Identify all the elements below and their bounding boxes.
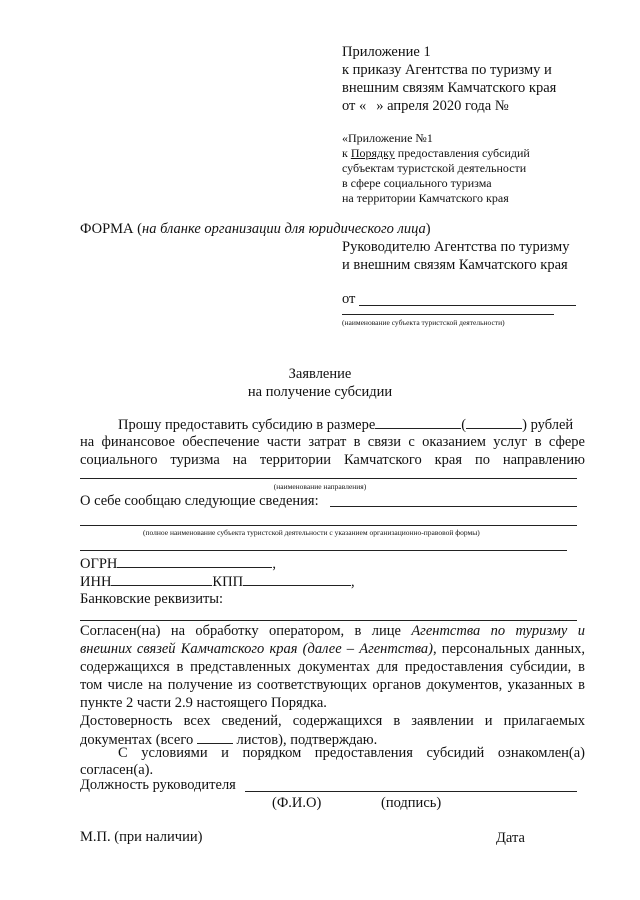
document-title: Заявление	[288, 366, 352, 382]
kpp-label: КПП	[212, 574, 244, 590]
reliability-text-a: документах (всего	[80, 732, 194, 748]
sub-appendix-prefix: к	[342, 146, 351, 160]
consent-line-2	[80, 640, 585, 658]
request-line-3: социального туризма на территории Камчатского края по направлению	[80, 452, 585, 468]
fullname-field[interactable]	[80, 525, 577, 526]
position-field[interactable]	[245, 791, 577, 792]
consent-text-1: Согласен(на) на обработку оператором, в лице	[80, 623, 412, 639]
addressee-line-2: и внешним связям Камчатского края	[342, 257, 568, 273]
inn-kpp-line	[80, 572, 355, 591]
consent-text-2: , персональных данных,	[433, 641, 585, 657]
paren-open: (	[461, 417, 467, 433]
sub-appendix-suffix: предоставления субсидий	[394, 146, 530, 160]
sheet-count-field[interactable]	[197, 730, 233, 744]
reliability-text-b: листов), подтверждаю.	[236, 732, 378, 748]
inn-field[interactable]	[111, 572, 212, 586]
about-field[interactable]	[330, 506, 577, 507]
consent-line-1	[80, 622, 585, 640]
fullname-field-2[interactable]	[80, 550, 567, 551]
inn-label: ИНН	[80, 574, 112, 590]
ogrn-field[interactable]	[117, 554, 272, 568]
form-label-text: ФОРМА (	[80, 221, 142, 237]
request-text: Прошу предоставить субсидию в размере	[118, 417, 376, 433]
sub-appendix-line-5: на территории Камчатского края	[342, 191, 509, 205]
sub-appendix-line-4: в сфере социального туризма	[342, 176, 492, 190]
paren-close: ) рублей	[522, 417, 574, 433]
ogrn-label: ОГРН	[80, 556, 118, 572]
appendix-date-suffix: » апреля 2020 года №	[376, 98, 509, 114]
request-line-2: на финансовое обеспечение части затрат в связи с оказанием услуг в сфере	[80, 434, 585, 450]
form-label	[80, 220, 431, 238]
direction-field[interactable]	[80, 478, 577, 479]
consent-agency-2: внешних связей Камчатского края (далее – Агентства)	[80, 641, 434, 657]
amount-words-field[interactable]	[466, 415, 522, 429]
addressee-from-label: от	[342, 291, 356, 307]
appendix-line-2: к приказу Агентства по туризму и	[342, 62, 552, 78]
procedure-link[interactable]: Порядку	[350, 146, 395, 160]
stamp-label: М.П. (при наличии)	[80, 829, 203, 845]
sub-appendix-line-1: «Приложение №1	[342, 131, 433, 145]
conditions-line-1: С условиями и порядком предоставления субсидий ознакомлен(а)	[118, 745, 585, 761]
about-label: О себе сообщаю следующие сведения:	[80, 493, 319, 509]
bank-field[interactable]	[80, 620, 577, 621]
ogrn-line	[80, 554, 276, 573]
fullname-hint: (полное наименование субъекта туристской деятельности с указанием организационно-правовой формы)	[143, 528, 480, 537]
appendix-date-line	[342, 97, 509, 115]
addressee-line-1: Руководителю Агентства по туризму	[342, 239, 570, 255]
consent-line-5: пункте 2 части 2.9 настоящего Порядка.	[80, 695, 327, 711]
form-label-close: )	[425, 221, 431, 237]
form-note: на бланке организации для юридического лица	[142, 221, 426, 237]
date-label: Дата	[496, 830, 525, 846]
appendix-line-3: внешним связям Камчатского края	[342, 80, 557, 96]
signature-label: (подпись)	[381, 795, 442, 811]
addressee-hint-rule	[342, 314, 554, 315]
addressee-from-field[interactable]	[359, 305, 576, 306]
conditions-line-2: согласен(а).	[80, 762, 154, 778]
ogrn-comma: ,	[272, 556, 277, 572]
addressee-hint: (наименование субъекта туристской деятельности)	[342, 318, 505, 327]
appendix-date-prefix: от «	[342, 98, 367, 114]
consent-line-4: том числе на получение из соответствующих органов документов, указанных в	[80, 677, 585, 693]
request-line-1	[118, 415, 573, 434]
kpp-comma: ,	[351, 574, 355, 590]
bank-label: Банковские реквизиты:	[80, 591, 224, 607]
consent-agency-1: Агентства по туризму и	[411, 623, 585, 639]
reliability-line-1: Достоверность всех сведений, содержащихся в заявлении и прилагаемых	[80, 713, 585, 729]
position-label: Должность руководителя	[80, 777, 236, 793]
appendix-line-1: Приложение 1	[342, 44, 431, 60]
document-subtitle: на получение субсидии	[247, 384, 393, 400]
sub-appendix-line-3: субъектам туристской деятельности	[342, 161, 527, 175]
kpp-field[interactable]	[243, 572, 351, 586]
consent-line-3: содержащихся в представленных документах для предоставления субсидии, в	[80, 659, 585, 675]
sub-appendix-line-2	[342, 146, 530, 161]
fio-label: (Ф.И.О)	[272, 795, 322, 811]
amount-field[interactable]	[375, 415, 461, 429]
direction-hint: (наименование направления)	[273, 482, 367, 491]
